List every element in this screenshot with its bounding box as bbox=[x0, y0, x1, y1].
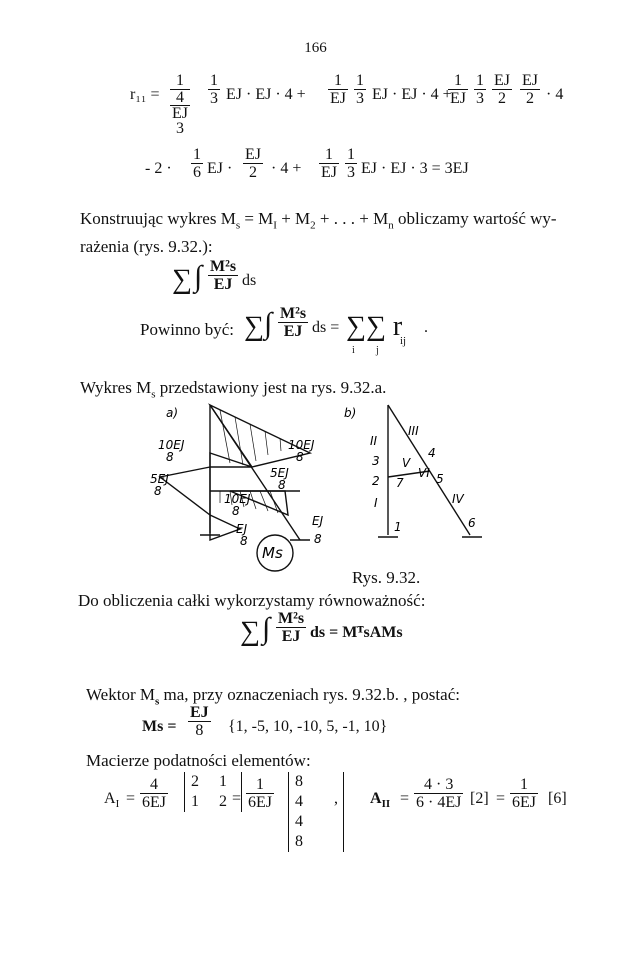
eq2-frac3: $\frac{1}{EJ}$ bbox=[321, 146, 337, 181]
eq1-frac2b: $\frac{1}{3}$ bbox=[356, 72, 364, 107]
svg-text:8: 8 bbox=[232, 504, 240, 518]
eq1-frac3c: $\frac{EJ}{2}$ bbox=[494, 72, 510, 107]
ms-vector: Ms = $\frac{EJ}{8}$ {1, -5, 10, -10, 5, -1, 10} bbox=[142, 704, 388, 739]
eq1-frac3d: $\frac{EJ}{2}$ bbox=[522, 72, 538, 107]
svg-text:III: III bbox=[408, 424, 419, 438]
svg-text:2: 2 bbox=[372, 474, 380, 488]
wykres-line: Wykres $M_s$ przedstawiony jest na rys. 9.32.a. bbox=[80, 378, 387, 401]
figure-caption: Rys. 9.32. bbox=[352, 568, 421, 587]
eq1-lhs: r₁₁ = bbox=[130, 86, 160, 103]
svg-text:10EJ: 10EJ bbox=[158, 438, 185, 452]
eq2-frac2: $\frac{EJ}{2}$ bbox=[245, 146, 261, 181]
eq1-frac1: 1 4 EJ 3 bbox=[172, 72, 188, 137]
svg-text:5: 5 bbox=[436, 472, 444, 486]
svg-text:7: 7 bbox=[396, 476, 404, 490]
paragraph-line-2: rażenia (rys. 9.32.): bbox=[80, 237, 213, 257]
matrix-AI: $A_I$ = $\frac{4}{6EJ}$ 2 1 1 2 = $\frac{1}{6EJ}$ 8 4 4 8 , bbox=[104, 772, 344, 832]
svg-text:8: 8 bbox=[166, 450, 174, 464]
svg-text:8: 8 bbox=[154, 484, 162, 498]
eq2-frac4: $\frac{1}{3}$ bbox=[347, 146, 355, 181]
macierze-line: Macierze podatności elementów: bbox=[86, 751, 311, 770]
integral1-frac: $\frac{\text{M²s}}{EJ}$ bbox=[210, 258, 237, 293]
svg-text:8: 8 bbox=[314, 532, 322, 546]
eq1-frac1b: $\frac{1}{3}$ bbox=[210, 72, 218, 107]
fig-a-small-triangle bbox=[210, 453, 252, 467]
eq2-frac1: $\frac{1}{6}$ bbox=[193, 146, 201, 181]
eq2-lead: - 2 · bbox=[145, 160, 172, 177]
eq1-frac3b: $\frac{1}{3}$ bbox=[476, 72, 484, 107]
eq2-mid1: EJ · bbox=[207, 160, 233, 177]
equation-r11 bbox=[130, 72, 600, 142]
paragraph-line-1: Konstruując wykres $M_s = M_I + M_2$ + . . . + $M_n$ obliczamy wartość wy- bbox=[80, 209, 557, 232]
svg-text:10EJ: 10EJ bbox=[224, 492, 251, 506]
svg-text:VI: VI bbox=[418, 466, 430, 480]
svg-text:II: II bbox=[370, 434, 378, 448]
eq1-frac2: $\frac{1}{EJ}$ bbox=[330, 72, 346, 107]
matrix-AI-2: 8 4 4 8 bbox=[288, 772, 344, 852]
svg-text:5EJ: 5EJ bbox=[270, 466, 289, 480]
fig-a-ms-label: Ms bbox=[262, 544, 283, 562]
eq1-term2-rest: EJ · EJ · 4 + bbox=[372, 86, 452, 103]
svg-text:I: I bbox=[374, 496, 378, 510]
svg-text:3: 3 bbox=[372, 454, 380, 468]
integral-expression-2: ∑ ∫ $\frac{\text{M²s}}{EJ}$ ds = MᵀsAMs bbox=[240, 610, 403, 647]
eq2-mid2: · 4 + bbox=[271, 160, 302, 177]
fig-b-label: b) bbox=[344, 406, 357, 420]
paragraph-construct bbox=[80, 208, 590, 257]
eq1-term3-rest: · 4 bbox=[546, 86, 564, 103]
wektor-line: Wektor $M_s$ ma, przy oznaczeniach rys. 9.32.b. , postać: bbox=[86, 685, 460, 708]
svg-text:8: 8 bbox=[278, 478, 286, 492]
svg-text:V: V bbox=[402, 456, 411, 470]
integral-expression-1: ∑ ∫ $\frac{\text{M²s}}{EJ}$ ds bbox=[172, 258, 257, 295]
svg-text:EJ: EJ bbox=[312, 514, 324, 528]
figure-9-32 bbox=[140, 395, 500, 575]
eq1-term1-rest: EJ · EJ · 4 + bbox=[226, 86, 306, 103]
equation-continuation bbox=[145, 146, 565, 190]
svg-text:5EJ: 5EJ bbox=[150, 472, 169, 486]
paragraph-equivalence: Do obliczenia całki wykorzystamy równoważność: bbox=[78, 591, 426, 610]
page-number: 166 bbox=[304, 40, 327, 56]
matrix-AI-1: 2 1 1 2 bbox=[184, 772, 242, 812]
svg-text:1: 1 bbox=[394, 520, 402, 534]
eq1-frac3: $\frac{1}{EJ}$ bbox=[450, 72, 466, 107]
matrix-AII: $A_{II}$ = $\frac{4 \cdot 3}{6 \cdot 4EJ}$ [2] = $\frac{1}{6EJ}$ [6] bbox=[370, 776, 567, 811]
figure-a bbox=[160, 405, 310, 571]
svg-text:4: 4 bbox=[428, 446, 436, 460]
svg-text:8: 8 bbox=[240, 534, 248, 548]
figure-b bbox=[378, 405, 482, 537]
fig-a-label: a) bbox=[166, 406, 179, 420]
eq2-rest: EJ · EJ · 3 = 3EJ bbox=[361, 160, 469, 177]
svg-text:6: 6 bbox=[468, 516, 476, 530]
svg-text:IV: IV bbox=[452, 492, 464, 506]
equation-powinno: Powinno być: ∑ ∫ $\frac{\text{M²s}}{EJ}$ ds = ∑∑ r ij i j . bbox=[140, 305, 428, 356]
svg-text:10EJ: 10EJ bbox=[288, 438, 315, 452]
svg-text:8: 8 bbox=[296, 450, 304, 464]
svg-text:EJ: EJ bbox=[236, 522, 248, 536]
